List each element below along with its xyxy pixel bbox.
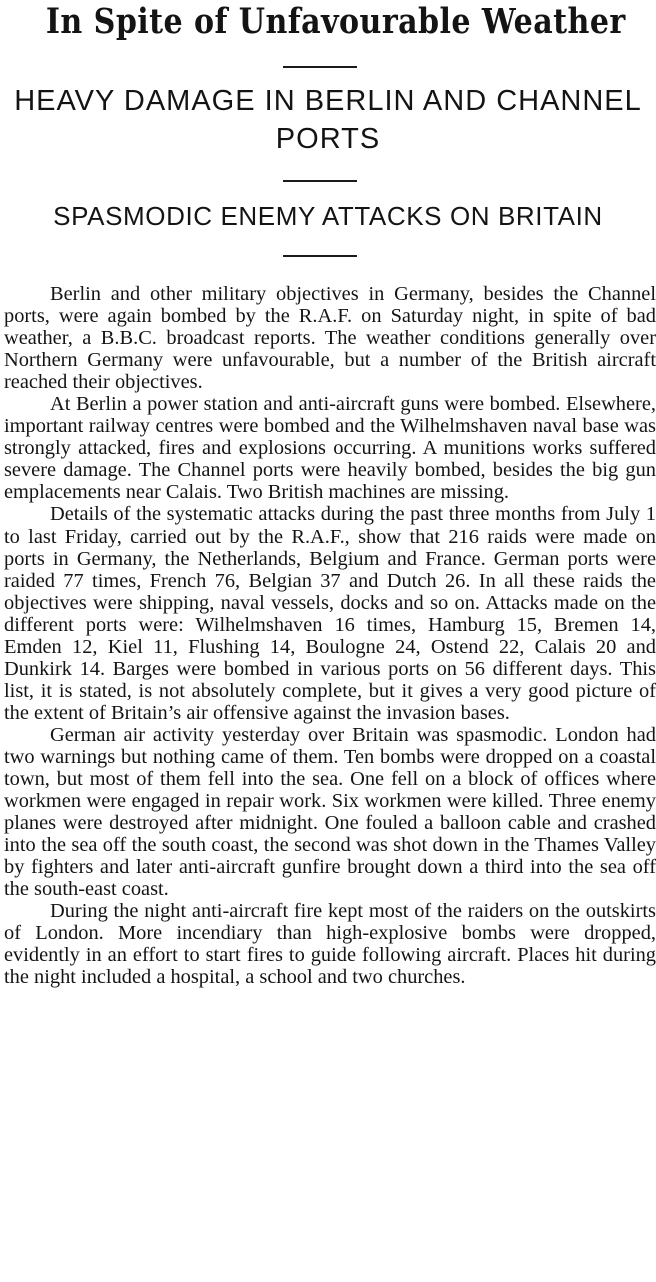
article-paragraph: Details of the systematic attacks during the past three months from July 1 to last Friday, carried out by the R.A.F., show that 216 raids were made on ports in Germany, the Netherlands, Belgium and France. German ports were raided 77 times, French 76, Belgian 37 and Dutch 26. In all these raids the objectives were shipping, naval vessels, docks and so on. Attacks made on the different ports were: Wilhelmshaven 16 times, Hamburg 15, Bremen 14, Emden 12, Kiel 11, Flushing 14, Boulogne 24, Ostend 22, Calais 20 and Dunkirk 14. Barges were bombed in various ports on 56 different days. This list, it is stated, is not absolutely complete, but it gives a very good picture of the extent of Britain’s air offensive against the invasion bases. (4, 503, 656, 724)
deck-divider (283, 180, 357, 182)
article-body (4, 283, 656, 989)
article-paragraph: During the night anti-aircraft fire kept most of the raiders on the outskirts of London. More incendiary than high-explosive bombs were dropped, evidently in an effort to start fires to guide following aircraft. Places hit during the night included a hospital, a school and two churches. (4, 900, 656, 989)
article-headline: In Spite of Unfavourable Weather (45, 1, 626, 42)
article-subheadline: SPASMODIC ENEMY ATTACKS ON BRITAIN (53, 201, 603, 231)
article-paragraph: German air activity yesterday over Britain was spasmodic. London had two warnings but nothing came of them. Ten bombs were dropped on a coastal town, but most of them fell into the sea. One fell on a block of offices where workmen were engaged in repair work. Six workmen were killed. Three enemy planes were destroyed after midnight. One fouled a balloon cable and crashed into the sea off the south coast, the second was shot down in the Thames Valley by fighters and later anti-aircraft gunfire brought down a third into the sea off the south-east coast. (4, 723, 656, 901)
subheadline-divider (283, 255, 357, 257)
headline-divider (283, 66, 357, 68)
article-paragraph: At Berlin a power station and anti-aircraft guns were bombed. Elsewhere, important railway centres were bombed and the Wilhelmshaven naval base was strongly attacked, fires and explosions occurring. A munitions works suffered severe damage. The Channel ports were heavily bombed, besides the big gun emplacements near Calais. Two British machines are missing. (4, 393, 656, 504)
article-paragraph: Berlin and other military objectives in Germany, besides the Channel ports, were again bombed by the R.A.F. on Saturday night, in spite of bad weather, a B.B.C. broadcast reports. The weather conditions generally over Northern Germany were unfavourable, but a number of the British aircraft reached their objectives. (4, 283, 656, 394)
article-deck: HEAVY DAMAGE IN BERLIN AND CHANNEL PORTS (14, 85, 642, 155)
